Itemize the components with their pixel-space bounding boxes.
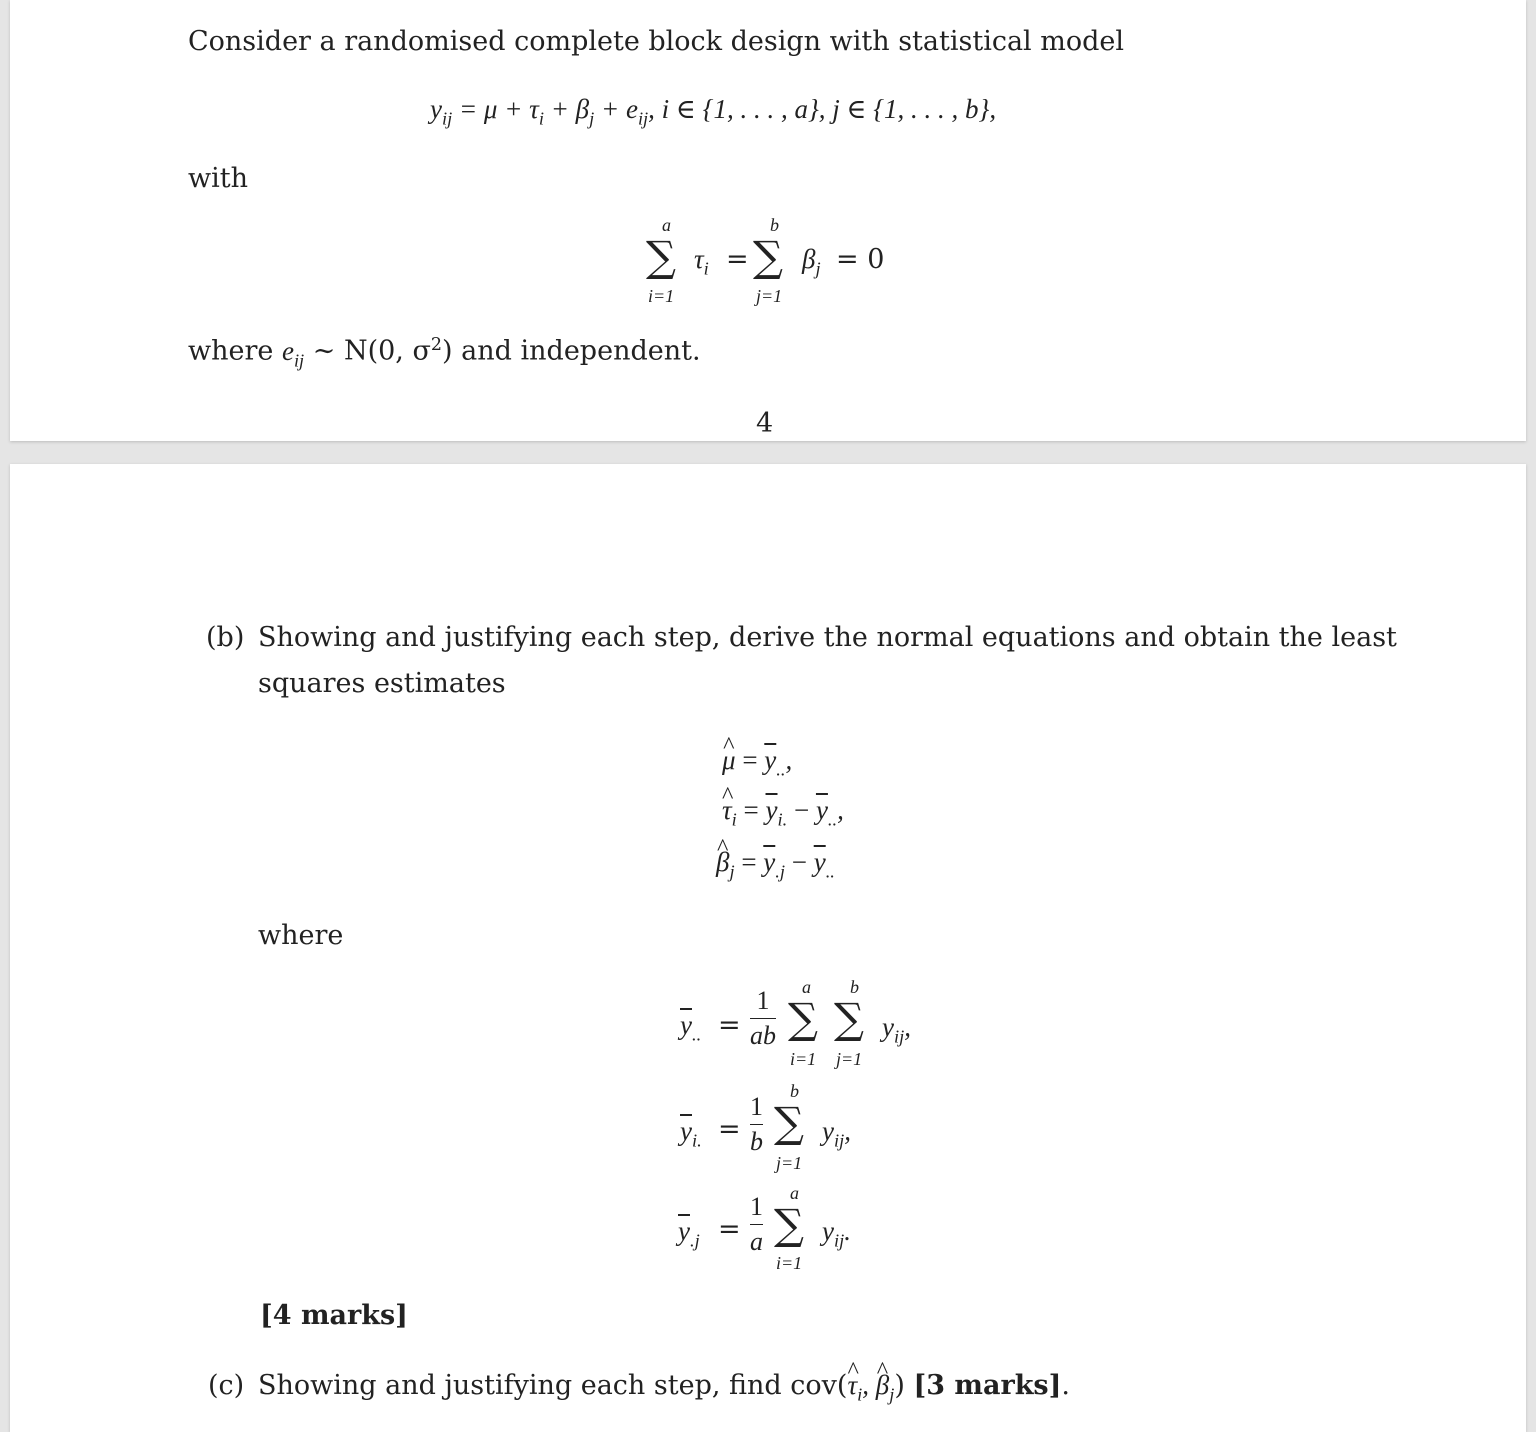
where-distribution: ∼ N(0, σ xyxy=(312,335,431,367)
where-e: e xyxy=(281,335,294,366)
constraint-zero: = 0 xyxy=(836,244,885,275)
marks-b xyxy=(260,1302,408,1329)
marks-c-tail: . xyxy=(1061,1370,1070,1401)
model-lhs: y xyxy=(430,94,442,124)
part-c-line: Showing and justifying each step, find cov(^ $\tau_i$, ^ $\beta_j$) [3 marks]. xyxy=(258,1372,1070,1404)
part-b-line2: squares estimates xyxy=(258,668,506,699)
where-text: where xyxy=(258,920,344,951)
constraint-beta: β xyxy=(802,244,816,274)
page-number: 4 xyxy=(756,408,774,439)
constraint-tau: τ xyxy=(694,244,704,274)
part-c-close: ) xyxy=(894,1370,905,1401)
intro-text: Consider a randomised complete block design with statistical model xyxy=(188,26,1125,57)
constraint-equals: = xyxy=(726,244,749,275)
with-text: with xyxy=(188,163,248,194)
part-b-label: (b) xyxy=(206,622,245,653)
where-line: where $e_{ij}$ ∼ N(0, $\sigma^2$) and independent. xyxy=(188,335,701,371)
page-1: Consider a randomised complete block design with statistical model $y_{ij} = \mu + \tau_i + \beta_j + e_{ij}$, i ∈ {1, . . . , a}, j ∈ {1, . . . , b}, with a ∑ i=1 $\tau_i$ = b ∑ j=1 $\beta_j$ = 0 where $e_{ij}$ ∼ N(0, $\sigma^2$) and independent. 4 xyxy=(10,0,1526,441)
model-index-sets: , i ∈ {1, . . . , a}, j ∈ {1, . . . , b}, xyxy=(648,94,997,124)
model-equation: $y_{ij} = \mu + \tau_i + \beta_j + e_{ij}$, i ∈ {1, . . . , a}, j ∈ {1, . . . , b}, xyxy=(430,94,997,129)
model-plus-beta: + β xyxy=(550,94,590,124)
marks-c: [3 marks] xyxy=(913,1370,1062,1401)
page-2: (b) Showing and justifying each step, derive the normal equations and obtain the least squares estimates ^ $\mu = \overline{y}_{..}$, ^ $\tau_i = \overline{y}_{i.} - \overline{y}_{..}$, ^ $\beta_j = \overline{y}_{.j} - \overline{y}_{..}$ where $\overline{y}_{..}$ = $\frac{1}{ab}$ a ∑ i=1 b ∑ j=1 $y_{ij}$, $\overline{y}_{i.}$ = $\frac{1}{b}$ b ∑ j=1 $y_{ij}$, $\overline{y}_{.j}$ = $\frac{1}{a}$ a ∑ i=1 $y_{ij}$. [4 marks] (c) Showing and justifying each step, find cov(^ $\tau_i$, ^ $\beta_j$) [3 marks]. xyxy=(10,464,1526,1432)
part-c-label: (c) xyxy=(208,1370,245,1401)
model-plus-e: + e xyxy=(600,94,638,124)
where-word: where xyxy=(188,335,274,367)
marks-b-text: [4 marks] xyxy=(260,1300,408,1331)
part-c-text: Showing and justifying each step, find cov( xyxy=(258,1370,848,1401)
model-rhs: = μ + τ xyxy=(458,94,539,124)
where-tail: ) and independent. xyxy=(442,335,701,367)
part-b-line1: Showing and justifying each step, derive the normal equations and obtain the least xyxy=(258,622,1397,653)
